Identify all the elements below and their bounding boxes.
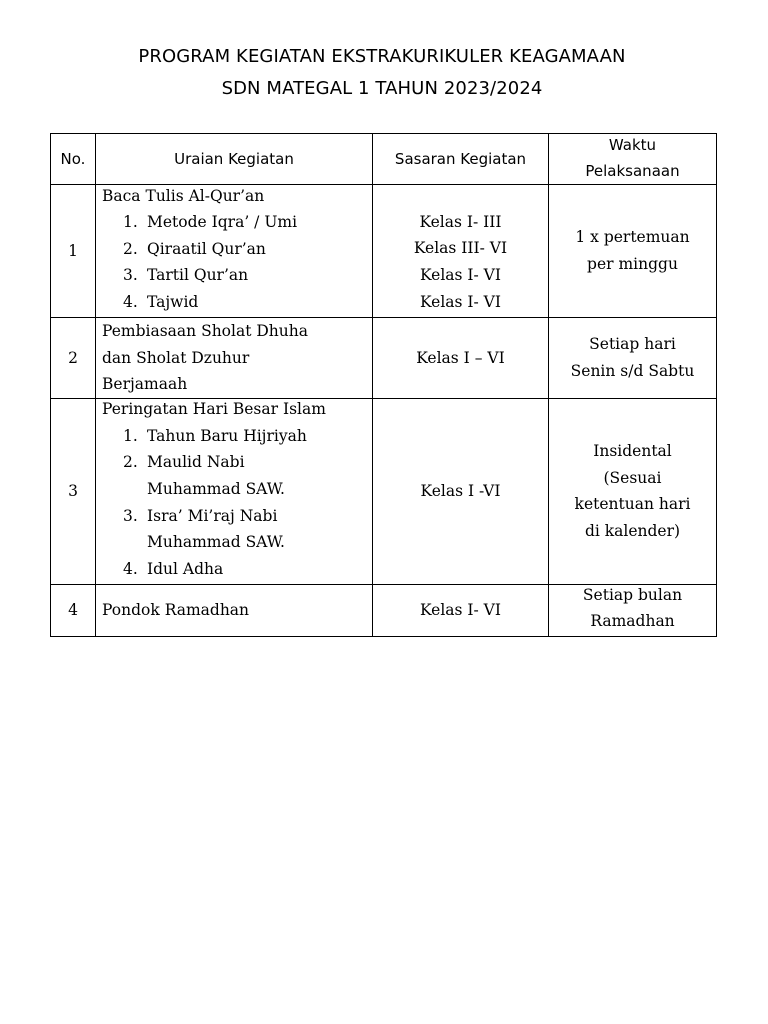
row-number: 2 <box>51 318 96 399</box>
uraian-line: dan Sholat Dzuhur <box>102 348 250 367</box>
waktu-line: Insidental <box>593 442 672 461</box>
row-uraian <box>96 398 373 584</box>
waktu-line: Setiap hari <box>589 335 676 354</box>
list-text: Tajwid <box>147 292 199 311</box>
list-text: Isra’ Mi’raj Nabi <box>147 506 278 525</box>
header-waktu-line-2: Pelaksanaan <box>585 162 680 180</box>
header-no: No. <box>51 134 96 185</box>
row-waktu <box>549 584 717 636</box>
list-text: Qiraatil Qur’an <box>147 239 266 258</box>
list-item <box>123 449 370 502</box>
row-uraian <box>96 185 373 318</box>
list-item <box>123 262 370 289</box>
sasaran-line: Kelas I- VI <box>419 292 502 311</box>
sasaran-line: Kelas I- VI <box>419 266 502 284</box>
waktu-line: di kalender) <box>584 521 681 540</box>
row-number: 4 <box>51 584 96 636</box>
row-sasaran <box>373 584 549 636</box>
sasaran-line: Kelas I -VI <box>420 481 501 500</box>
waktu-line: Senin s/d Sabtu <box>570 361 695 380</box>
list-number: 1. <box>123 213 138 232</box>
waktu-line: ketentuan hari <box>574 495 691 514</box>
list-number: 4. <box>123 292 138 311</box>
list-item <box>123 503 370 556</box>
list-item <box>123 209 370 236</box>
list-text: Tahun Baru Hijriyah <box>147 426 307 445</box>
list-item <box>123 556 370 583</box>
title-line-1: PROGRAM KEGIATAN EKSTRAKURIKULER KEAGAMAAN <box>138 46 626 67</box>
table-row <box>51 185 717 318</box>
sasaran-line: Kelas I – VI <box>416 348 505 367</box>
row-waktu <box>549 398 717 584</box>
table-row <box>51 584 717 636</box>
title-line-2: SDN MATEGAL 1 TAHUN 2023/2024 <box>221 78 543 99</box>
list-text: Idul Adha <box>147 559 224 578</box>
header-waktu <box>549 134 717 185</box>
waktu-line: Ramadhan <box>590 612 675 631</box>
row-sasaran <box>373 185 549 318</box>
sasaran-line: Kelas I- VI <box>419 600 502 619</box>
uraian-title: Baca Tulis Al-Qur’an <box>102 186 265 205</box>
table-header-row <box>51 134 717 185</box>
list-item <box>123 423 370 450</box>
sasaran-line: Kelas I- III <box>419 212 502 231</box>
uraian-line: Berjamaah <box>102 375 188 394</box>
list-number: 3. <box>123 266 138 285</box>
sasaran-line: Kelas III- VI <box>413 239 508 258</box>
row-uraian <box>96 318 373 399</box>
waktu-line: Setiap bulan <box>582 585 683 604</box>
row-uraian <box>96 584 373 636</box>
row-sasaran <box>373 318 549 399</box>
document-title <box>0 41 764 105</box>
header-uraian: Uraian Kegiatan <box>96 134 373 185</box>
row-sasaran <box>373 398 549 584</box>
list-number: 4. <box>123 559 138 578</box>
list-item <box>123 289 370 316</box>
list-text-continued: Muhammad SAW. <box>147 479 285 498</box>
list-item <box>123 236 370 263</box>
row-number: 3 <box>51 398 96 584</box>
uraian-list <box>102 209 370 315</box>
list-number: 2. <box>123 239 138 258</box>
program-table <box>50 133 717 637</box>
table-row <box>51 398 717 584</box>
row-number: 1 <box>51 185 96 318</box>
uraian-line: Pondok Ramadhan <box>102 600 250 619</box>
header-waktu-line-1: Waktu <box>608 136 657 154</box>
uraian-list <box>102 423 370 583</box>
list-text: Maulid Nabi <box>147 453 245 472</box>
list-text: Tartil Qur’an <box>147 266 249 285</box>
header-sasaran: Sasaran Kegiatan <box>373 134 549 185</box>
waktu-line: (Sesuai <box>603 468 662 487</box>
table-row <box>51 318 717 399</box>
list-text: Metode Iqra’ / Umi <box>147 213 298 232</box>
waktu-line: 1 x pertemuan <box>575 228 690 247</box>
uraian-line: Pembiasaan Sholat Dhuha <box>102 322 308 340</box>
list-number: 1. <box>123 426 138 445</box>
list-number: 3. <box>123 506 138 525</box>
row-waktu <box>549 185 717 318</box>
uraian-title: Peringatan Hari Besar Islam <box>102 400 326 419</box>
list-number: 2. <box>123 453 138 472</box>
waktu-line: per minggu <box>587 255 678 273</box>
list-text-continued: Muhammad SAW. <box>147 533 285 552</box>
row-waktu <box>549 318 717 399</box>
